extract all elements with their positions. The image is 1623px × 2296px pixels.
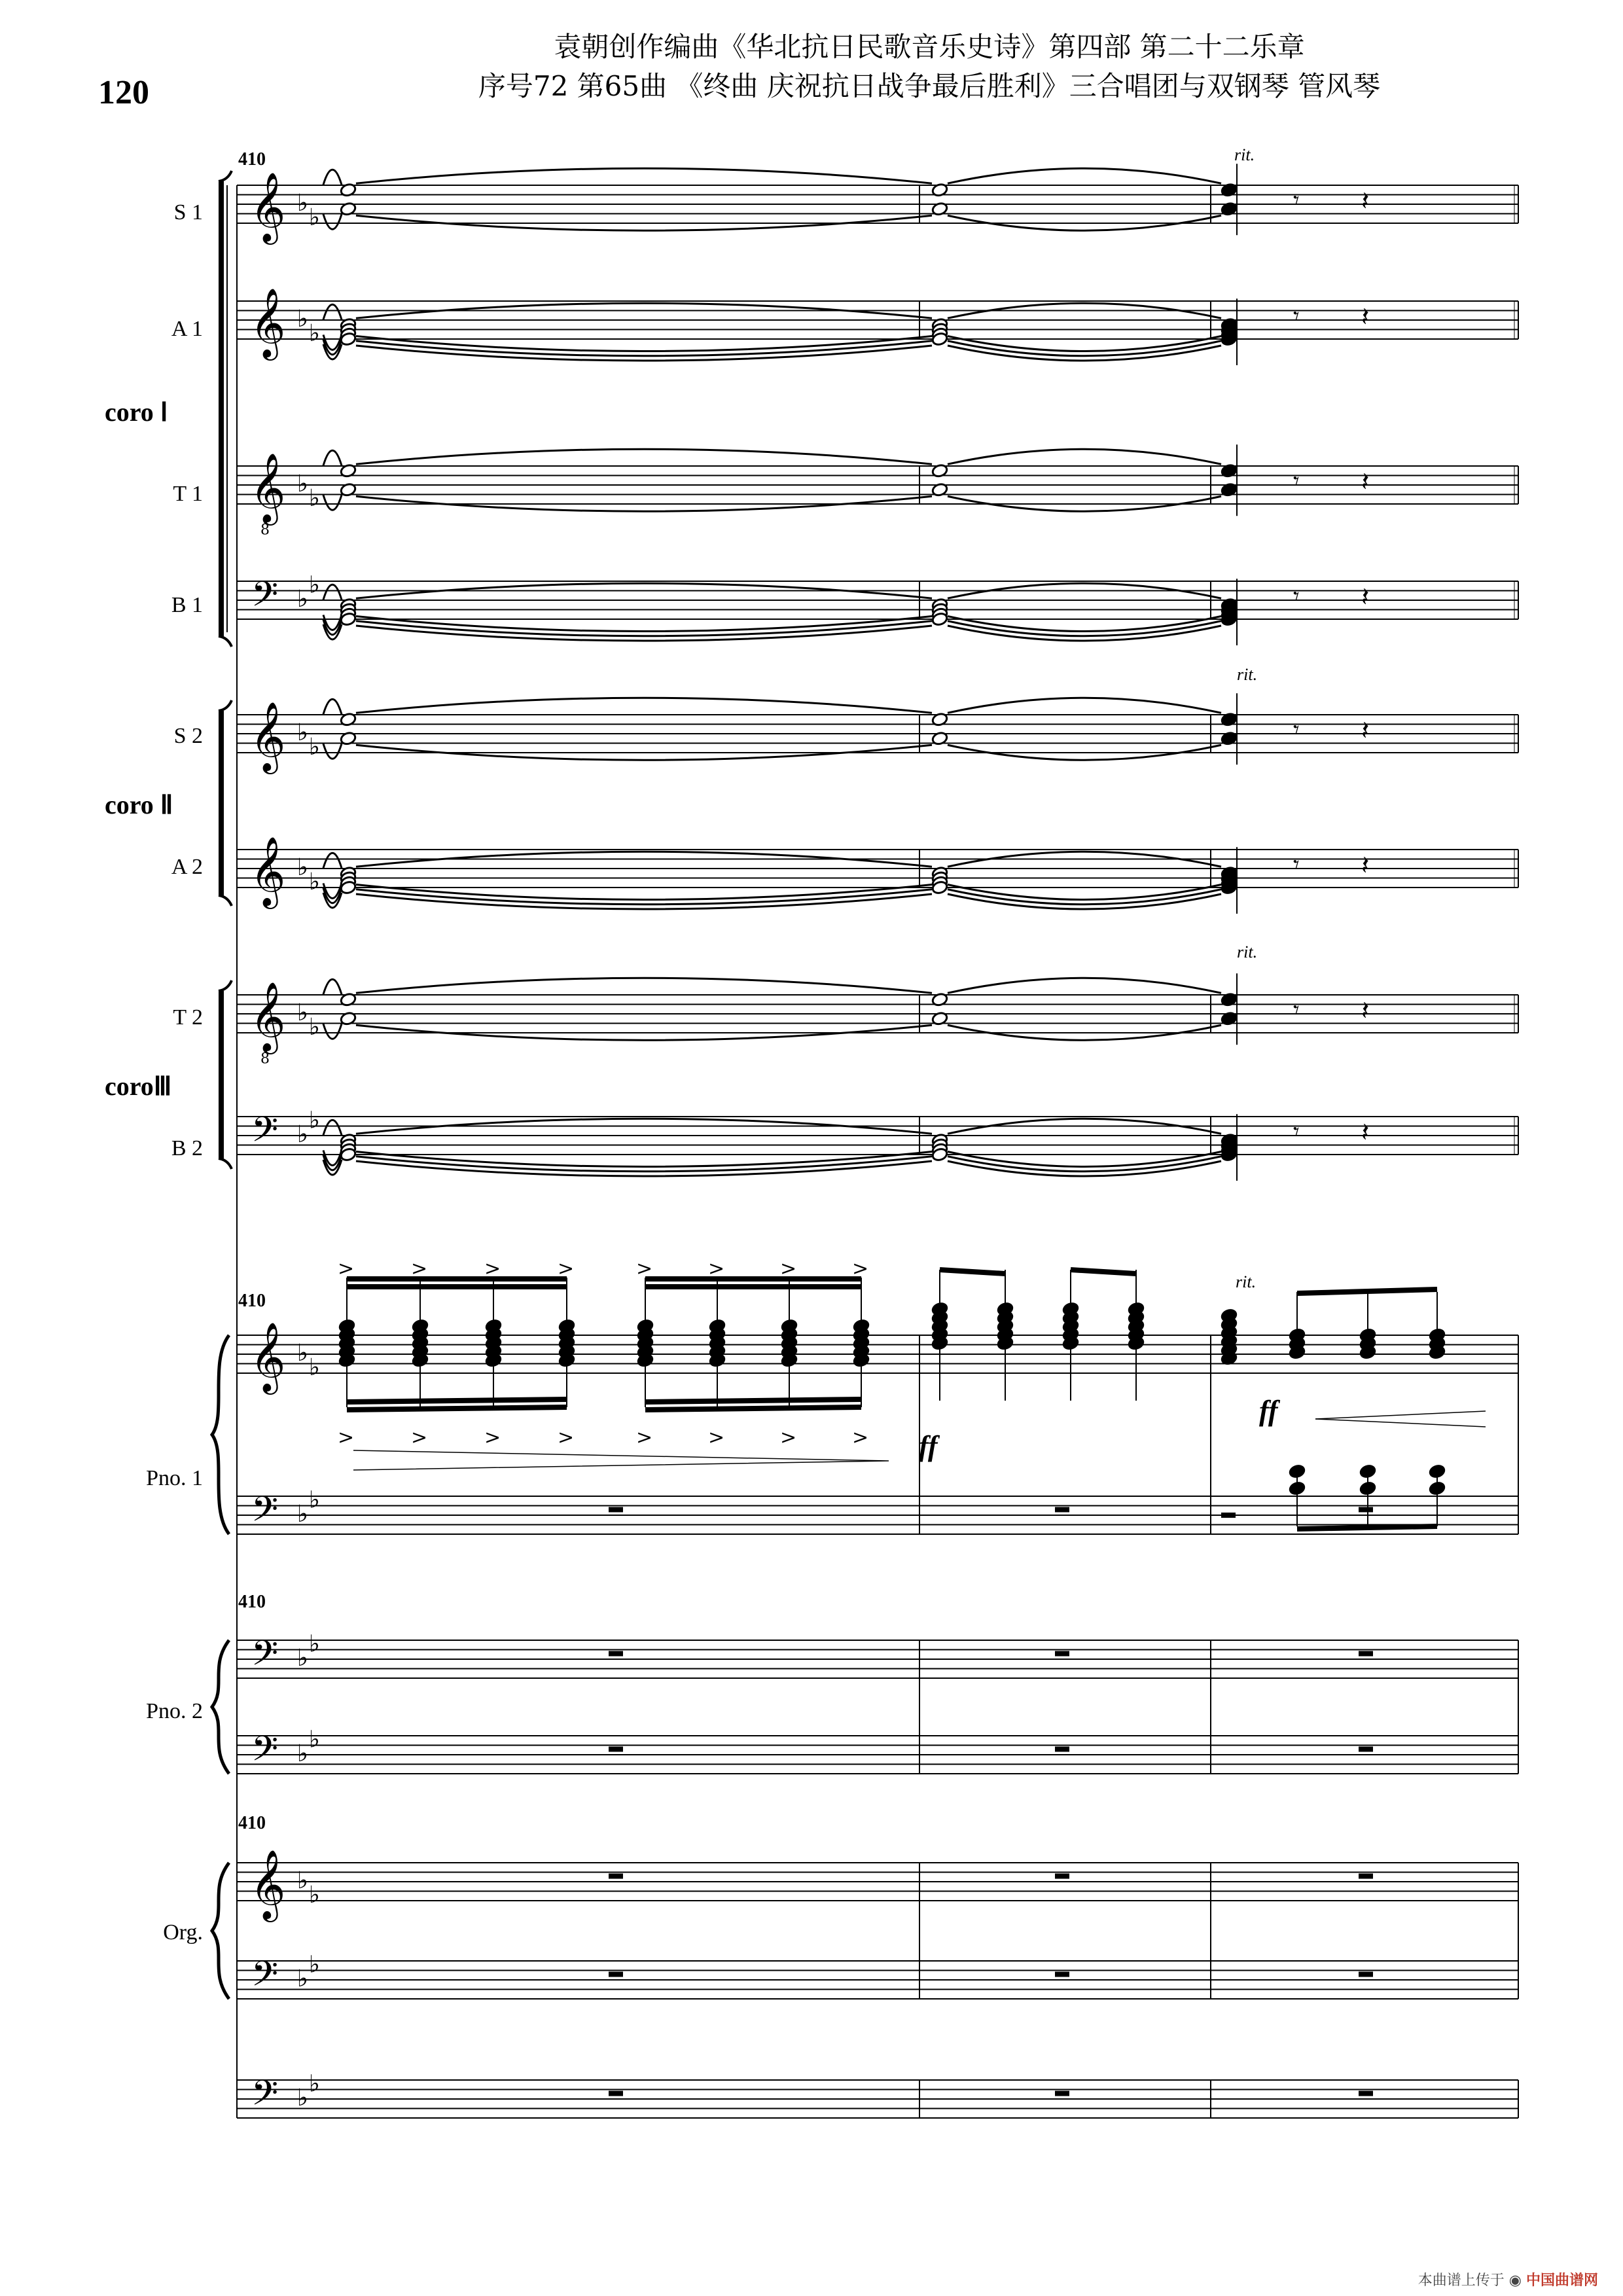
whole-rest-icon: [1055, 1507, 1069, 1513]
whole-rest-icon: [609, 1507, 623, 1513]
whole-rest-icon: [609, 2091, 623, 2096]
bass-clef-icon: 𝄢: [251, 1633, 279, 1682]
whole-rest-icon: [1359, 1507, 1373, 1513]
eighth-rest-icon: 𝄾: [1293, 187, 1300, 214]
tie: [356, 449, 932, 464]
treble-clef-icon: 𝄞: [250, 700, 286, 771]
group-coro3: coroⅢ: [105, 1071, 172, 1101]
beam: [347, 1407, 567, 1410]
accent-icon: >: [708, 1426, 725, 1449]
brace: [212, 1863, 229, 1999]
label-b1: B 1: [171, 593, 203, 617]
accent-icon: >: [636, 1257, 653, 1280]
tie-in: [323, 853, 342, 868]
flat-icon: ♭: [297, 719, 308, 746]
flat-icon: ♭: [297, 471, 308, 497]
tie-in: [323, 450, 342, 465]
tie-in: [323, 1024, 342, 1039]
bracket-hook: [219, 895, 232, 906]
flat-icon: ♭: [309, 1354, 320, 1381]
treble-clef-icon: 𝄞: [250, 1848, 286, 1919]
whole-rest-icon: [1055, 1972, 1069, 1977]
tie-in: [323, 304, 342, 319]
quarter-rest-icon: 𝄽: [1361, 996, 1370, 1026]
flat-icon: ♭: [297, 1867, 308, 1894]
eighth-rest-icon: 𝄾: [1293, 716, 1300, 744]
measure-number-pno2: 410: [238, 1592, 266, 1612]
tie-in: [323, 744, 342, 759]
whole-rest-icon: [1359, 1874, 1373, 1879]
beam: [645, 1407, 861, 1410]
tie: [356, 698, 932, 713]
flat-icon: ♭: [297, 1501, 308, 1528]
accent-icon: >: [636, 1426, 653, 1449]
flat-icon: ♭: [309, 484, 320, 512]
group-coro1: coro Ⅰ: [105, 397, 168, 427]
flat-icon: ♭: [309, 1013, 320, 1041]
bracket-hook: [219, 636, 232, 647]
bass-clef-icon: 𝄢: [251, 1489, 279, 1538]
footer-brand: 中国曲谱网: [1525, 2272, 1598, 2289]
label-org: Org.: [163, 1920, 203, 1945]
tie: [948, 978, 1221, 993]
tie-in: [323, 170, 342, 185]
dynamic-ff-2: ff: [1259, 1395, 1278, 1427]
tie-in: [323, 584, 342, 600]
whole-rest-icon: [1055, 1747, 1069, 1752]
rit-marking-1: rit.: [1234, 145, 1255, 164]
bracket-hook: [219, 700, 232, 711]
eighth-rest-icon: 𝄾: [1293, 996, 1300, 1024]
flat-icon: ♭: [309, 1726, 320, 1753]
flat-icon: ♭: [297, 2085, 308, 2111]
tie: [948, 698, 1221, 713]
title-line-1: 袁朝创作编曲《华北抗日民歌音乐史诗》第四部 第二十二乐章: [554, 31, 1305, 63]
accent-icon: >: [780, 1257, 797, 1280]
whole-rest-icon: [1359, 2091, 1373, 2096]
flat-icon: ♭: [297, 854, 308, 881]
flat-icon: ♭: [309, 1630, 320, 1658]
octave-mark: 8: [260, 1050, 270, 1067]
flat-icon: ♭: [309, 868, 320, 895]
flat-icon: ♭: [297, 1340, 308, 1367]
hairpin-diminuendo: [1315, 1411, 1486, 1419]
beam: [1071, 1270, 1136, 1274]
half-rest-icon: [1221, 1513, 1236, 1518]
whole-rest-icon: [609, 1651, 623, 1657]
tie-in: [323, 495, 342, 510]
whole-rest-icon: [1055, 2091, 1069, 2096]
label-s2: S 2: [173, 724, 203, 748]
treble-clef-icon: 𝄞: [250, 980, 286, 1051]
quarter-rest-icon: 𝄽: [1361, 582, 1370, 613]
eighth-rest-icon: 𝄾: [1293, 302, 1300, 330]
bracket-hook: [219, 1158, 232, 1169]
dynamic-ff-1: ff: [919, 1430, 938, 1462]
group-bracket: [219, 181, 224, 636]
eighth-rest-icon: 𝄾: [1293, 467, 1300, 495]
flat-icon: ♭: [309, 1107, 320, 1134]
flat-icon: ♭: [309, 319, 320, 347]
tie: [356, 168, 932, 183]
tie-in: [323, 699, 342, 714]
beam: [1297, 1526, 1437, 1529]
measure-number-choir: 410: [238, 149, 266, 170]
whole-rest-icon: [609, 1972, 623, 1977]
accent-icon: >: [484, 1257, 501, 1280]
flat-icon: ♭: [297, 999, 308, 1026]
flat-icon: ♭: [297, 306, 308, 332]
hairpin-diminuendo: [1315, 1419, 1486, 1427]
eighth-rest-icon: 𝄾: [1293, 583, 1300, 610]
group-bracket: [219, 991, 224, 1158]
accent-icon: >: [852, 1257, 869, 1280]
quarter-rest-icon: 𝄽: [1361, 186, 1370, 217]
quarter-rest-icon: 𝄽: [1361, 715, 1370, 746]
treble-clef-icon: 𝄞: [250, 171, 286, 242]
bass-clef-icon: 𝄢: [251, 1109, 279, 1158]
flat-icon: ♭: [309, 1951, 320, 1979]
footer-logo-icon: ◉: [1508, 2272, 1522, 2289]
label-pno2: Pno. 2: [146, 1699, 203, 1723]
bracket-hook: [219, 980, 232, 991]
footer: [1418, 2269, 1598, 2289]
tie: [948, 449, 1221, 464]
accent-icon: >: [338, 1257, 355, 1280]
bass-clef-icon: 𝄢: [251, 1954, 279, 2003]
flat-icon: ♭: [309, 571, 320, 599]
rit-marking-2: rit.: [1237, 665, 1258, 684]
quarter-rest-icon: 𝄽: [1361, 467, 1370, 497]
whole-rest-icon: [609, 1747, 623, 1752]
brace: [212, 1335, 229, 1534]
page-number: 120: [98, 74, 149, 111]
whole-rest-icon: [1359, 1972, 1373, 1977]
beam: [645, 1399, 861, 1402]
whole-rest-icon: [609, 1874, 623, 1879]
hairpin-crescendo: [353, 1450, 889, 1470]
flat-icon: ♭: [297, 190, 308, 217]
accent-icon: >: [338, 1426, 355, 1449]
tie: [356, 978, 932, 993]
flat-icon: ♭: [309, 2070, 320, 2098]
group-coro2: coro Ⅱ: [105, 790, 173, 819]
bass-clef-icon: 𝄢: [251, 574, 279, 623]
accent-icon: >: [558, 1426, 575, 1449]
beam: [347, 1399, 567, 1402]
rit-marking-3: rit.: [1237, 942, 1258, 961]
whole-rest-icon: [1359, 1651, 1373, 1657]
label-a2: A 2: [171, 855, 203, 879]
treble-clef-icon: 𝄞: [250, 452, 286, 522]
whole-rest-icon: [1055, 1651, 1069, 1657]
label-s1: S 1: [173, 200, 203, 224]
tie-in: [323, 214, 342, 229]
accent-icon: >: [852, 1426, 869, 1449]
whole-rest-icon: [1055, 1874, 1069, 1879]
bracket-hook: [219, 171, 232, 181]
label-pno1: Pno. 1: [146, 1466, 203, 1490]
accent-icon: >: [411, 1257, 428, 1280]
beam: [1297, 1289, 1437, 1293]
label-a1: A 1: [171, 317, 203, 341]
bass-clef-icon: 𝄢: [251, 1729, 279, 1778]
accent-icon: >: [411, 1426, 428, 1449]
quarter-rest-icon: 𝄽: [1361, 1117, 1370, 1148]
treble-clef-icon: 𝄞: [250, 1321, 286, 1391]
flat-icon: ♭: [309, 204, 320, 231]
flat-icon: ♭: [309, 733, 320, 761]
accent-icon: >: [708, 1257, 725, 1280]
group-bracket: [219, 711, 224, 895]
octave-mark: 8: [260, 522, 270, 539]
flat-icon: ♭: [297, 586, 308, 613]
flat-icon: ♭: [297, 1645, 308, 1672]
flat-icon: ♭: [297, 1965, 308, 1992]
brace: [212, 1640, 229, 1774]
label-t2: T 2: [173, 1005, 203, 1030]
bass-clef-icon: 𝄢: [251, 2073, 279, 2122]
label-t1: T 1: [173, 482, 203, 506]
flat-icon: ♭: [309, 1486, 320, 1514]
flat-icon: ♭: [309, 1881, 320, 1909]
footer-text: 本曲谱上传于: [1418, 2272, 1505, 2289]
tie: [948, 168, 1221, 183]
measure-number-org: 410: [238, 1813, 266, 1833]
accent-icon: >: [780, 1426, 797, 1449]
quarter-rest-icon: 𝄽: [1361, 850, 1370, 881]
treble-clef-icon: 𝄞: [250, 287, 286, 357]
accent-icon: >: [558, 1257, 575, 1280]
eighth-rest-icon: 𝄾: [1293, 851, 1300, 878]
rit-marking-4: rit.: [1236, 1272, 1257, 1291]
measure-number-pno1: 410: [238, 1291, 266, 1311]
title-line-2: 序号72 第65曲 《终曲 庆祝抗日战争最后胜利》三合唱团与双钢琴 管风琴: [478, 70, 1381, 102]
treble-clef-icon: 𝄞: [250, 835, 286, 906]
accent-icon: >: [484, 1426, 501, 1449]
eighth-rest-icon: 𝄾: [1293, 1118, 1300, 1145]
tie-in: [323, 979, 342, 994]
whole-rest-icon: [1359, 1747, 1373, 1752]
flat-icon: ♭: [297, 1121, 308, 1148]
tie-in: [323, 1120, 342, 1135]
beam: [940, 1270, 1005, 1274]
flat-icon: ♭: [297, 1740, 308, 1767]
label-b2: B 2: [171, 1136, 203, 1160]
quarter-rest-icon: 𝄽: [1361, 302, 1370, 332]
